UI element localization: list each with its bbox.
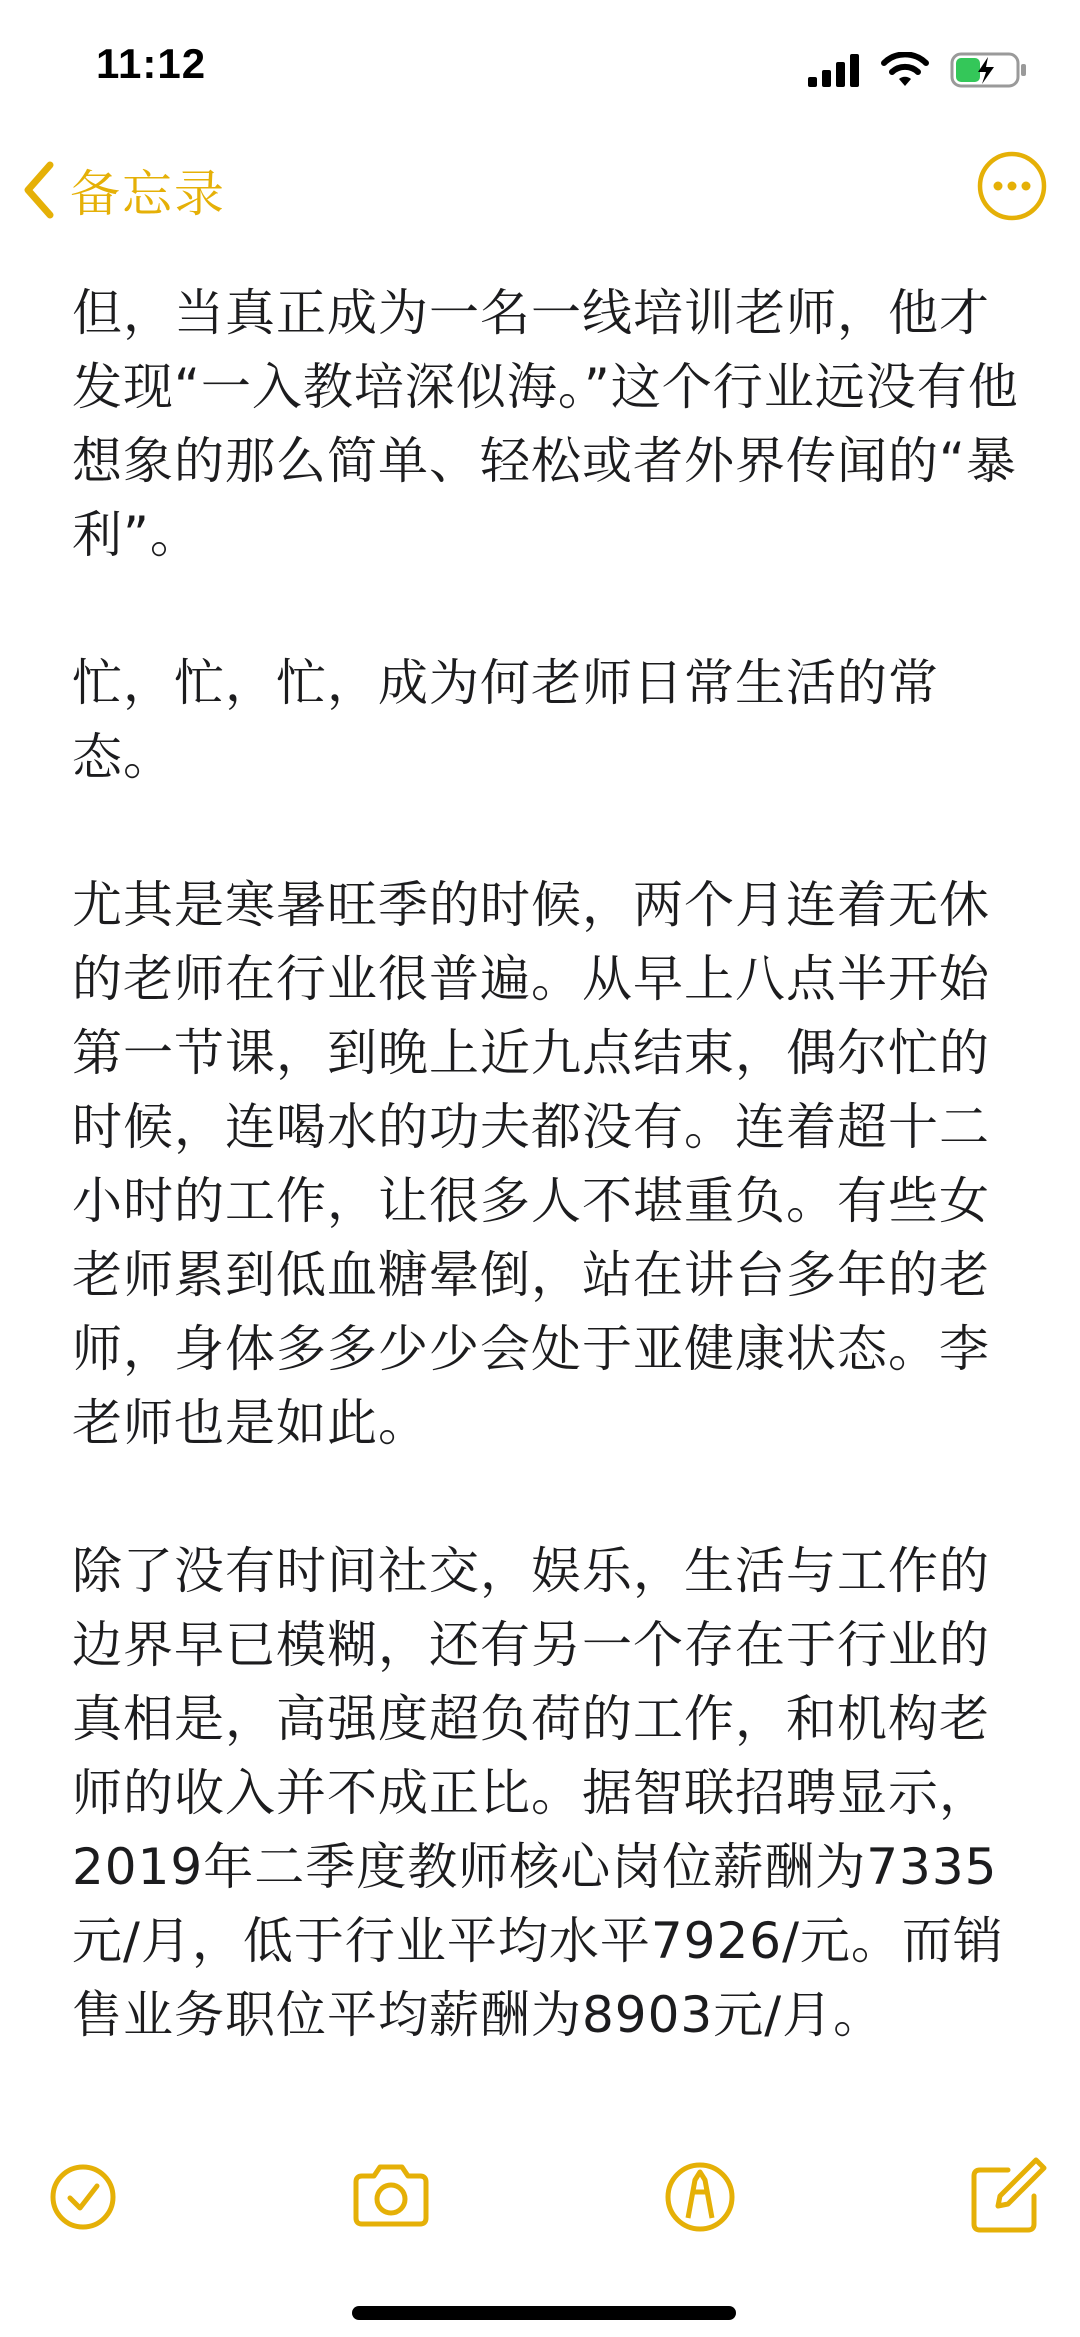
home-indicator[interactable] <box>352 2306 736 2320</box>
bottom-toolbar <box>0 2140 1080 2260</box>
battery-charging-icon <box>950 50 1030 90</box>
note-body[interactable] <box>72 276 1022 2126</box>
markup-icon[interactable] <box>655 2152 745 2242</box>
camera-icon[interactable] <box>346 2152 436 2242</box>
back-button[interactable] <box>22 154 226 226</box>
nav-bar <box>0 140 1080 250</box>
chevron-left-icon <box>22 161 56 219</box>
back-label: 备忘录 <box>70 165 226 223</box>
more-options-icon[interactable] <box>976 150 1048 222</box>
compose-icon[interactable] <box>962 2152 1052 2242</box>
cellular-signal-icon <box>808 53 860 87</box>
note-paragraph[interactable]: 尤其是寒暑旺季的时候，两个月连着无休的老师在行业很普遍。从早上八点半开始第一节课，到晚上近九点结束，偶尔忙的时候，连喝水的功夫都没有。连着超十二小时的工作，让很多人不堪重负。有些女老师累到低血糖晕倒，站在讲台多年的老师，身体多多少少会处于亚健康状态。李老师也是如此。 <box>72 876 990 1452</box>
note-paragraph[interactable]: 除了没有时间社交，娱乐，生活与工作的边界早已模糊，还有另一个存在于行业的真相是，高强度超负荷的工作，和机构老师的收入并不成正比。据智联招聘显示，2019年二季度教师核心岗位薪酬为7335元/月，低于行业平均水平7926/元。而销售业务职位平均薪酬为8903元/月。 <box>72 1542 1004 2044</box>
note-paragraph[interactable]: 忙，忙，忙，成为何老师日常生活的常态。 <box>72 654 939 786</box>
status-icons <box>808 48 1030 92</box>
status-time: 11:12 <box>96 40 207 87</box>
status-bar <box>0 0 1080 140</box>
checklist-icon[interactable] <box>38 2152 128 2242</box>
note-paragraph[interactable]: 但，当真正成为一名一线培训老师，他才发现“一入教培深似海。”这个行业远没有他想象的那么简单、轻松或者外界传闻的“暴利”。 <box>72 284 1019 564</box>
wifi-icon <box>880 52 930 88</box>
